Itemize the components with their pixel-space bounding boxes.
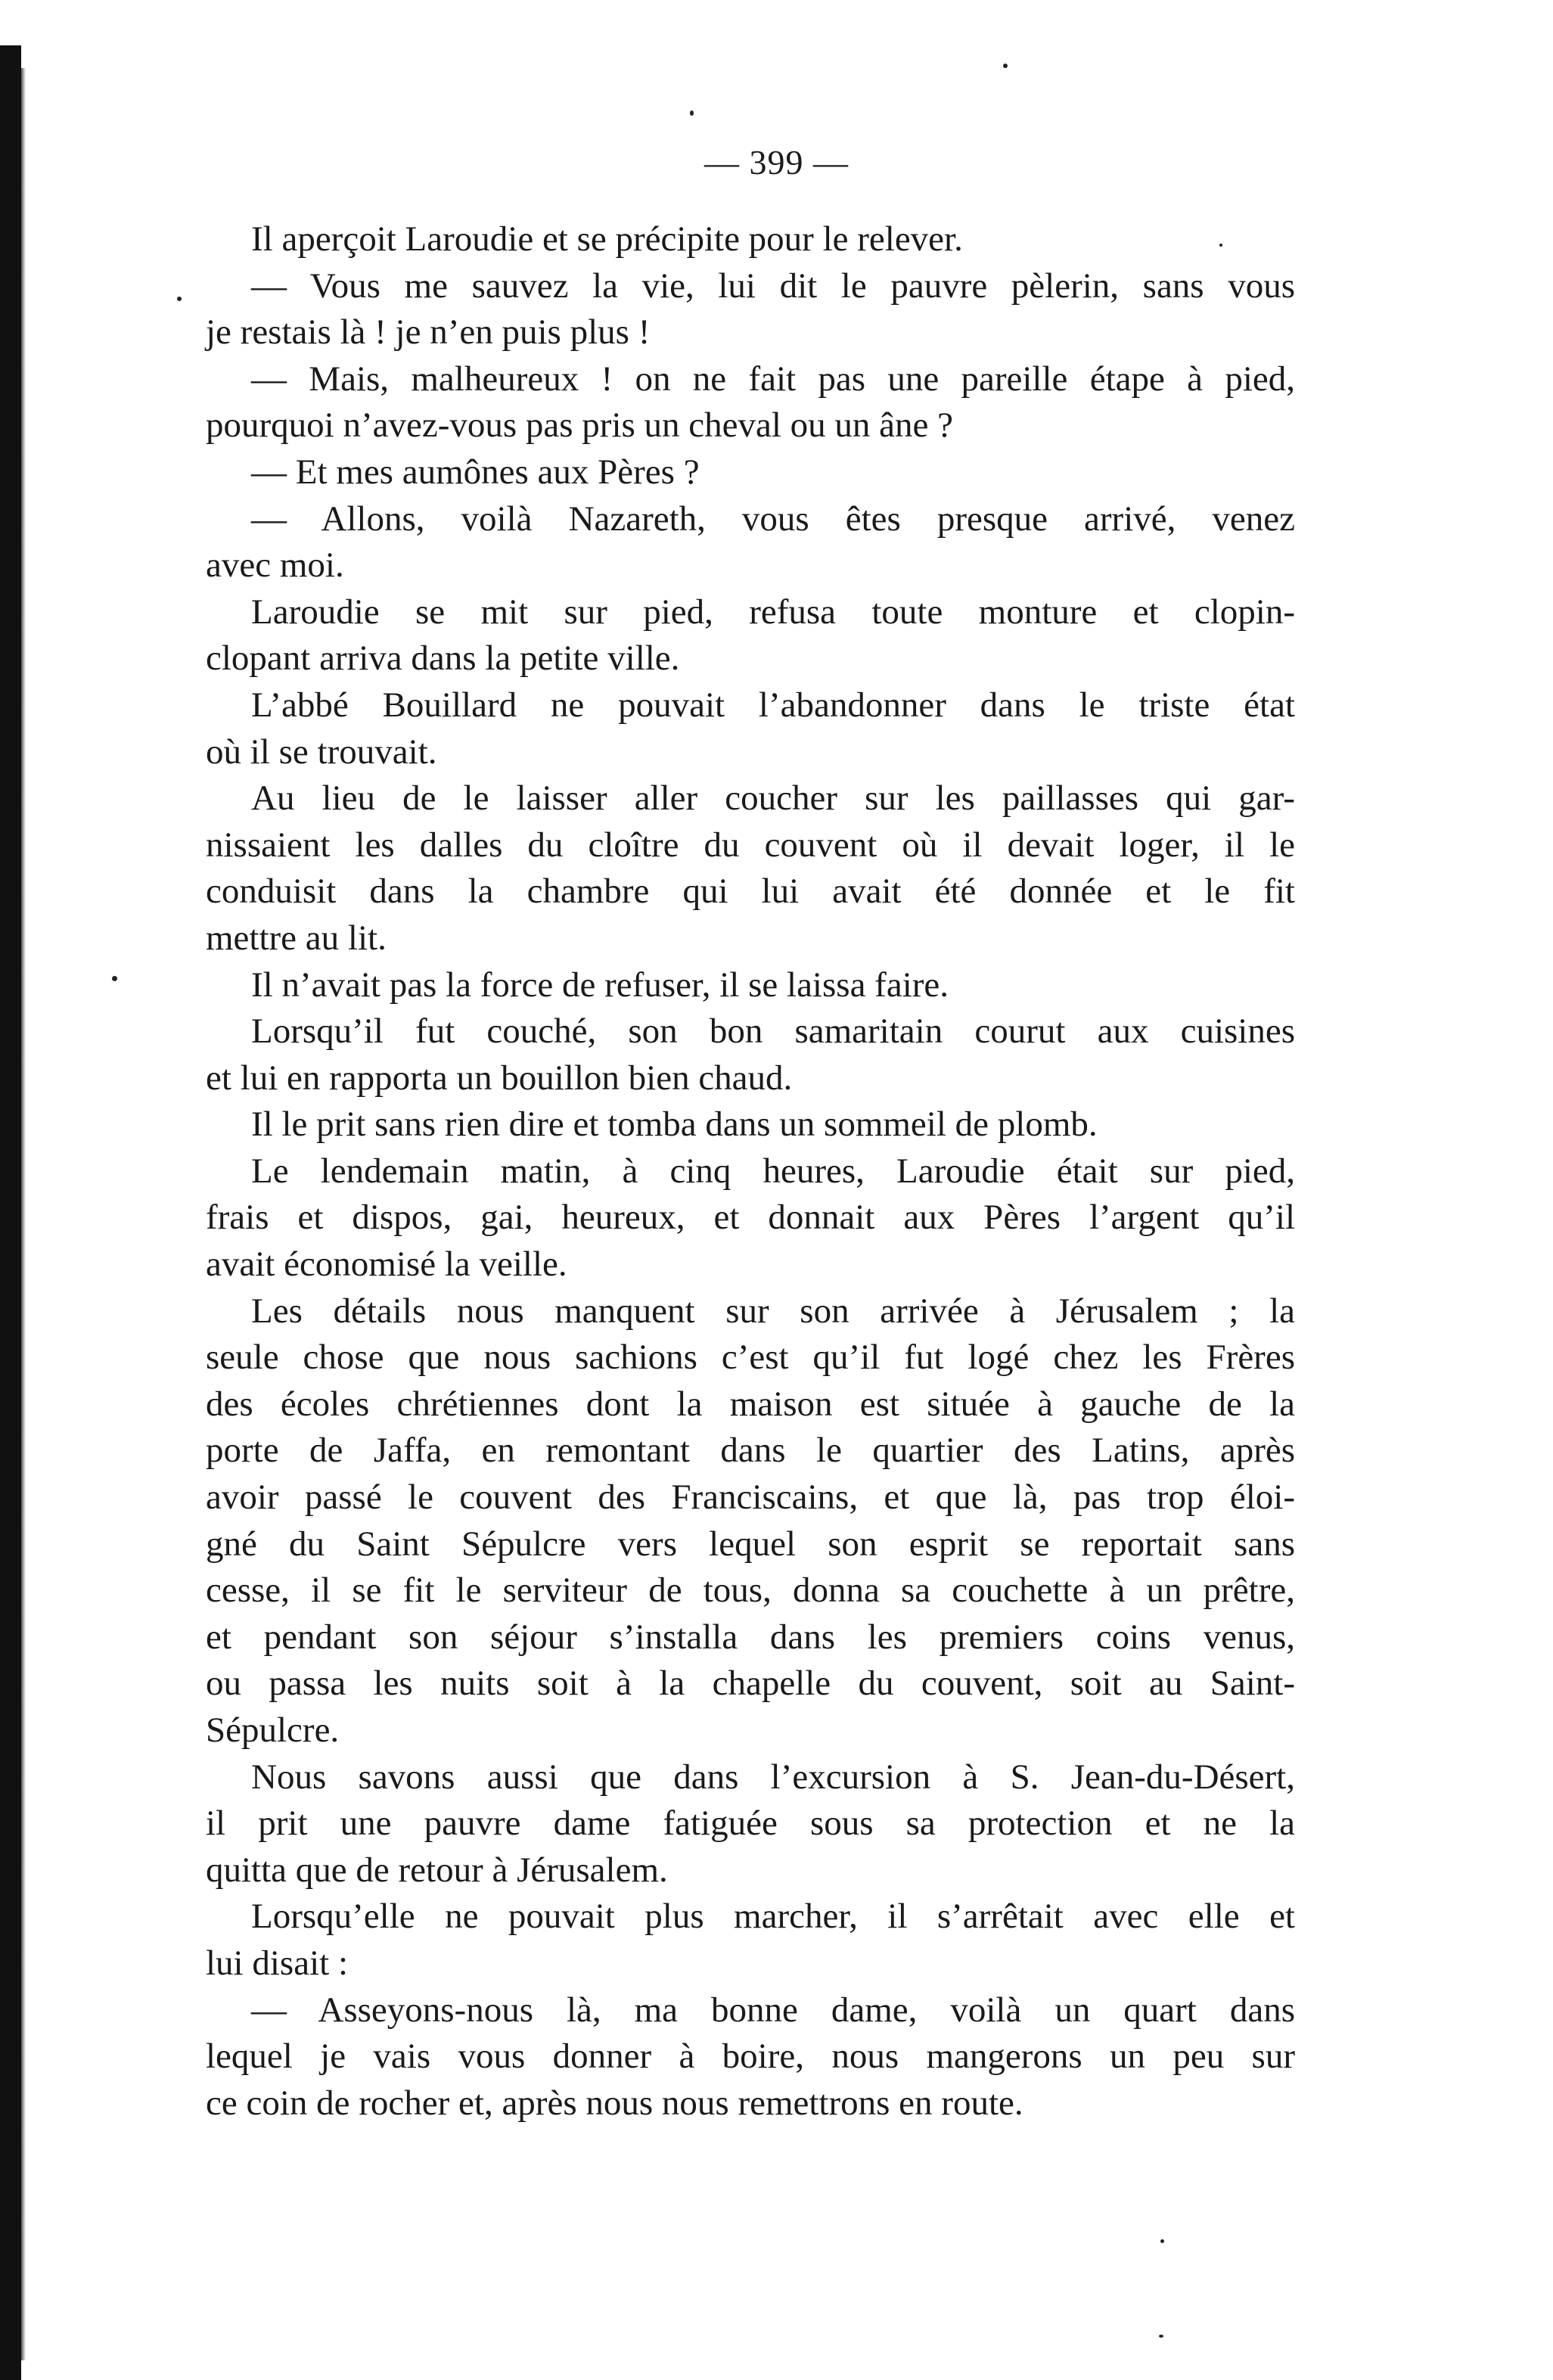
text-line: Laroudie se mit sur pied, refusa toute monture et clopin-	[251, 592, 1295, 632]
text-line: frais et dispos, gai, heureux, et donnait aux Pères l’argent qu’il	[206, 1198, 1295, 1238]
ink-speck	[112, 976, 117, 981]
text-line: Lorsqu’elle ne pouvait plus marcher, il s’arrêtait avec elle et	[251, 1897, 1295, 1937]
text-line: — Mais, malheureux ! on ne fait pas une pareille étape à pied,	[251, 359, 1295, 399]
page-number: — 399 —	[704, 143, 849, 182]
text-line: — Asseyons-nous là, ma bonne dame, voilà un quart dans	[251, 1990, 1295, 2030]
text-line: Sépulcre.	[206, 1710, 340, 1750]
text-line: il prit une pauvre dame fatiguée sous sa protection et ne la	[206, 1804, 1295, 1844]
text-line: où il se trouvait.	[206, 732, 437, 772]
text-line: et pendant son séjour s’installa dans les premiers coins venus,	[206, 1617, 1295, 1657]
text-line: ou passa les nuits soit à la chapelle du couvent, soit au Saint-	[206, 1664, 1295, 1704]
text-line: et lui en rapporta un bouillon bien chaud.	[206, 1058, 793, 1098]
text-line: Lorsqu’il fut couché, son bon samaritain courut aux cuisines	[251, 1011, 1295, 1052]
text-line: porte de Jaffa, en remontant dans le quartier des Latins, après	[206, 1431, 1295, 1471]
text-line: clopant arriva dans la petite ville.	[206, 638, 680, 679]
text-line: lui disait :	[206, 1943, 348, 1983]
text-line: ce coin de rocher et, après nous nous remettrons en route.	[206, 2083, 1023, 2123]
ink-speck	[690, 110, 694, 116]
text-line: Il le prit sans rien dire et tomba dans un sommeil de plomb.	[251, 1105, 1098, 1145]
text-line: Nous savons aussi que dans l’excursion à S. Jean-du-Désert,	[251, 1757, 1295, 1797]
text-line: des écoles chrétiennes dont la maison est située à gauche de la	[206, 1384, 1295, 1424]
text-line: pourquoi n’avez-vous pas pris un cheval ou un âne ?	[206, 405, 954, 446]
text-line: conduisit dans la chambre qui lui avait été donnée et le fit	[206, 872, 1295, 912]
text-line: — Et mes aumônes aux Pères ?	[251, 452, 700, 492]
ink-speck	[177, 297, 182, 301]
text-line: avec moi.	[206, 545, 344, 586]
ink-speck	[1159, 2335, 1163, 2338]
text-line: Le lendemain matin, à cinq heures, Laroudie était sur pied,	[251, 1151, 1295, 1191]
text-line: avoir passé le couvent des Franciscains, et que là, pas trop éloi-	[206, 1477, 1295, 1518]
text-line: gné du Saint Sépulcre vers lequel son esprit se reportait sans	[206, 1524, 1295, 1564]
text-line: avait économisé la veille.	[206, 1244, 567, 1285]
ink-speck	[1003, 64, 1008, 68]
text-line: mettre au lit.	[206, 918, 387, 958]
text-line: seule chose que nous sachions c’est qu’il fut logé chez les Frères	[206, 1338, 1295, 1378]
text-line: cesse, il se fit le serviteur de tous, donna sa couchette à un prêtre,	[206, 1571, 1295, 1611]
text-line: — Vous me sauvez la vie, lui dit le pauvre pèlerin, sans vous	[251, 266, 1295, 306]
text-line: — Allons, voilà Nazareth, vous êtes presque arrivé, venez	[251, 499, 1295, 539]
text-line: Il aperçoit Laroudie et se précipite pour le relever.	[251, 219, 963, 259]
gutter-gradient	[21, 68, 26, 2360]
text-line: Au lieu de le laisser aller coucher sur les paillasses qui gar-	[251, 778, 1295, 819]
ink-speck	[1160, 2239, 1164, 2243]
text-line: lequel je vais vous donner à boire, nous mangerons un peu sur	[206, 2037, 1295, 2077]
text-line: je restais là ! je n’en puis plus !	[206, 312, 651, 353]
text-line: quitta que de retour à Jérusalem.	[206, 1850, 668, 1890]
text-line: L’abbé Bouillard ne pouvait l’abandonner dans le triste état	[251, 685, 1295, 725]
book-spine-shadow	[0, 45, 21, 2380]
text-line: nissaient les dalles du cloître du couvent où il devait loger, il le	[206, 825, 1295, 865]
text-line: Il n’avait pas la force de refuser, il se laissa faire.	[251, 965, 949, 1005]
body-text	[206, 216, 1295, 2127]
text-line: Les détails nous manquent sur son arrivée à Jérusalem ; la	[251, 1291, 1295, 1331]
